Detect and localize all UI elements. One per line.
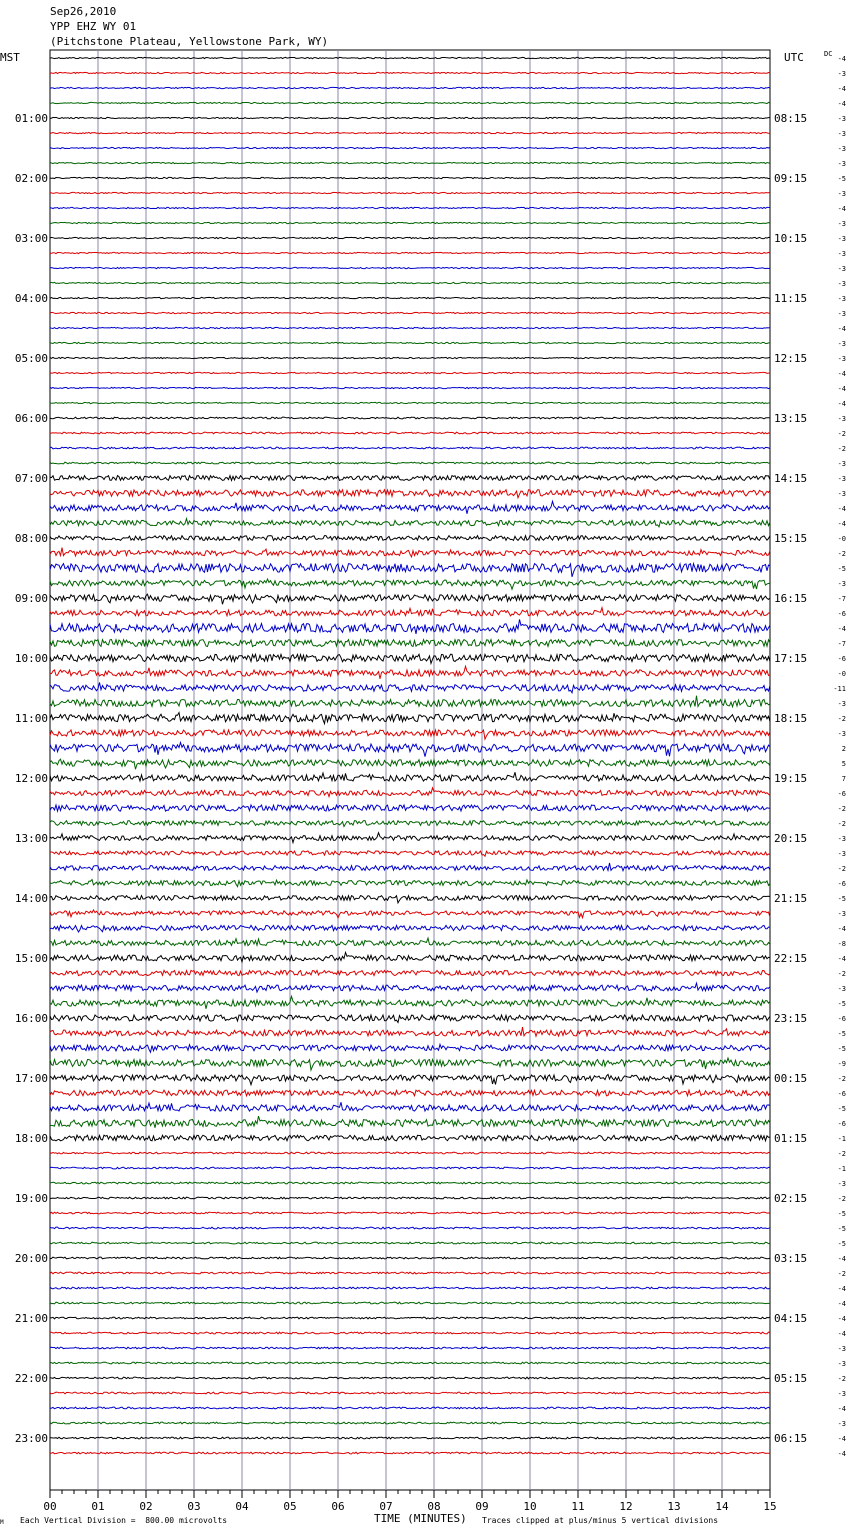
mst-hour-label: 21:00 bbox=[14, 1312, 48, 1325]
seismic-trace bbox=[50, 938, 770, 946]
utc-hour-label: 12:15 bbox=[774, 352, 808, 365]
dc-offset-label: 7 bbox=[841, 775, 846, 783]
utc-hour-label: 05:15 bbox=[774, 1372, 808, 1385]
mst-hour-label: 09:00 bbox=[14, 592, 48, 605]
utc-hour-label: 04:15 bbox=[774, 1312, 808, 1325]
seismic-trace bbox=[50, 594, 770, 604]
utc-hour-label: 02:15 bbox=[774, 1192, 808, 1205]
seismic-trace bbox=[50, 519, 770, 527]
seismic-trace bbox=[50, 1227, 770, 1229]
x-tick-label: 10 bbox=[523, 1500, 537, 1513]
dc-offset-label: -4 bbox=[837, 1285, 846, 1293]
utc-hour-label: 03:15 bbox=[774, 1252, 808, 1265]
clip-note: Traces clipped at plus/minus 5 vertical divisions bbox=[482, 1516, 719, 1525]
x-tick-label: 00 bbox=[43, 1500, 57, 1513]
dc-offset-label: -2 bbox=[837, 1075, 846, 1083]
dc-offset-label: -4 bbox=[837, 1255, 846, 1263]
utc-hour-label: 08:15 bbox=[774, 112, 808, 125]
dc-offset-label: -6 bbox=[837, 790, 846, 798]
mst-hour-label: 05:00 bbox=[14, 352, 48, 365]
dc-offset-label: -6 bbox=[837, 655, 846, 663]
utc-hour-label: 10:15 bbox=[774, 232, 808, 245]
seismic-trace bbox=[50, 805, 770, 811]
seismic-trace bbox=[50, 910, 770, 918]
dc-offset-label: -6 bbox=[837, 610, 846, 618]
dc-offset-label: -3 bbox=[837, 1420, 846, 1428]
dc-offset-label: -3 bbox=[837, 1360, 846, 1368]
mst-hour-label: 02:00 bbox=[14, 172, 48, 185]
x-tick-label: 04 bbox=[235, 1500, 249, 1513]
seismic-trace bbox=[50, 1287, 770, 1289]
seismic-trace bbox=[50, 147, 770, 148]
dc-offset-label: -4 bbox=[837, 400, 846, 408]
dc-offset-label: -4 bbox=[837, 505, 846, 513]
seismic-trace bbox=[50, 1015, 770, 1023]
seismic-trace bbox=[50, 654, 770, 663]
x-tick-label: 15 bbox=[763, 1500, 777, 1513]
seismic-trace bbox=[50, 72, 770, 73]
dc-offset-label: -8 bbox=[837, 940, 846, 948]
utc-hour-label: 06:15 bbox=[774, 1432, 808, 1445]
utc-hour-label: 18:15 bbox=[774, 712, 808, 725]
dc-offset-label: -2 bbox=[837, 430, 846, 438]
seismic-trace bbox=[50, 1242, 770, 1244]
dc-offset-label: -1 bbox=[837, 1135, 846, 1143]
dc-offset-label: 5 bbox=[841, 760, 846, 768]
seismic-trace bbox=[50, 713, 770, 724]
seismic-trace bbox=[50, 730, 770, 739]
mst-hour-label: 16:00 bbox=[14, 1012, 48, 1025]
seismic-trace bbox=[50, 759, 770, 769]
seismic-trace bbox=[50, 1362, 770, 1364]
x-tick-label: 08 bbox=[427, 1500, 441, 1513]
mst-hour-label: 23:00 bbox=[14, 1432, 48, 1445]
seismic-trace bbox=[50, 342, 770, 343]
mst-hour-label: 11:00 bbox=[14, 712, 48, 725]
dc-offset-label: -3 bbox=[837, 310, 846, 318]
dc-offset-label: -4 bbox=[837, 520, 846, 528]
dc-offset-label: -3 bbox=[837, 340, 846, 348]
dc-offset-label: -4 bbox=[837, 1435, 846, 1443]
dc-offset-label: -3 bbox=[837, 190, 846, 198]
seismic-trace bbox=[50, 851, 770, 856]
dc-offset-label: -4 bbox=[837, 1405, 846, 1413]
mst-hour-label: 20:00 bbox=[14, 1252, 48, 1265]
dc-offset-label: -3 bbox=[837, 250, 846, 258]
seismic-trace bbox=[50, 1317, 770, 1319]
seismic-trace bbox=[50, 117, 770, 118]
seismic-trace bbox=[50, 788, 770, 797]
utc-hour-label: 14:15 bbox=[774, 472, 808, 485]
seismic-trace bbox=[50, 1135, 770, 1141]
dc-offset-label: -3 bbox=[837, 355, 846, 363]
seismic-trace bbox=[50, 742, 770, 756]
dc-offset-label: -3 bbox=[837, 460, 846, 468]
x-tick-label: 03 bbox=[187, 1500, 201, 1513]
seismic-trace bbox=[50, 1044, 770, 1052]
seismic-trace bbox=[50, 417, 770, 419]
dc-offset-label: -4 bbox=[837, 385, 846, 393]
seismic-trace bbox=[50, 896, 770, 903]
dc-offset-label: -7 bbox=[837, 640, 846, 648]
dc-offset-label: -5 bbox=[837, 1000, 846, 1008]
dc-offset-label: -4 bbox=[837, 85, 846, 93]
dc-offset-label: -5 bbox=[837, 1030, 846, 1038]
x-tick-label: 12 bbox=[619, 1500, 633, 1513]
seismic-trace bbox=[50, 252, 770, 253]
dc-offset-label: -2 bbox=[837, 1195, 846, 1203]
dc-offset-label: -2 bbox=[837, 445, 846, 453]
station-code: YPP EHZ WY 01 bbox=[50, 20, 137, 33]
seismic-trace bbox=[50, 608, 770, 616]
mst-hour-label: 14:00 bbox=[14, 892, 48, 905]
dc-offset-label: -2 bbox=[837, 1375, 846, 1383]
dc-offset-label: -1 bbox=[837, 1165, 846, 1173]
utc-hour-label: 09:15 bbox=[774, 172, 808, 185]
dc-offset-label: -4 bbox=[837, 1315, 846, 1323]
seismic-trace bbox=[50, 462, 770, 464]
dc-offset-label: -5 bbox=[837, 1210, 846, 1218]
seismic-trace bbox=[50, 863, 770, 871]
dc-offset-label: -2 bbox=[837, 715, 846, 723]
seismic-trace bbox=[50, 1377, 770, 1379]
mst-hour-label: 19:00 bbox=[14, 1192, 48, 1205]
seismic-trace bbox=[50, 1027, 770, 1036]
mst-hour-label: 22:00 bbox=[14, 1372, 48, 1385]
plot-date: Sep26,2010 bbox=[50, 5, 117, 18]
seismic-trace bbox=[50, 1212, 770, 1214]
dc-offset-label: -3 bbox=[837, 145, 846, 153]
utc-hour-label: 22:15 bbox=[774, 952, 808, 965]
seismic-trace bbox=[50, 666, 770, 678]
x-tick-label: 07 bbox=[379, 1500, 393, 1513]
dc-offset-label: -3 bbox=[837, 280, 846, 288]
dc-offset-label: -4 bbox=[837, 1300, 846, 1308]
seismic-trace bbox=[50, 1152, 770, 1154]
dc-label: DC bbox=[824, 50, 833, 58]
seismic-trace bbox=[50, 1182, 770, 1184]
dc-offset-label: -4 bbox=[837, 100, 846, 108]
seismic-trace bbox=[50, 57, 770, 58]
seismic-trace bbox=[50, 372, 770, 373]
mst-hour-label: 18:00 bbox=[14, 1132, 48, 1145]
dc-offset-label: -4 bbox=[837, 925, 846, 933]
seismic-trace bbox=[50, 1257, 770, 1259]
utc-hour-label: 23:15 bbox=[774, 1012, 808, 1025]
utc-hour-label: 15:15 bbox=[774, 532, 808, 545]
seismic-trace bbox=[50, 682, 770, 692]
dc-offset-label: -3 bbox=[837, 130, 846, 138]
seismic-trace bbox=[50, 1272, 770, 1274]
seismic-trace bbox=[50, 490, 770, 498]
dc-offset-label: -3 bbox=[837, 835, 846, 843]
dc-offset-label: -0 bbox=[837, 535, 846, 543]
seismic-trace bbox=[50, 267, 770, 268]
dc-offset-label: -5 bbox=[837, 565, 846, 573]
dc-offset-label: -3 bbox=[837, 1180, 846, 1188]
utc-hour-label: 01:15 bbox=[774, 1132, 808, 1145]
dc-offset-label: -2 bbox=[837, 1270, 846, 1278]
seismic-trace bbox=[50, 879, 770, 886]
mst-hour-label: 10:00 bbox=[14, 652, 48, 665]
seismic-trace bbox=[50, 501, 770, 513]
dc-offset-label: -3 bbox=[837, 1345, 846, 1353]
dc-offset-label: 2 bbox=[841, 745, 846, 753]
dc-offset-label: -2 bbox=[837, 820, 846, 828]
x-tick-label: 09 bbox=[475, 1500, 489, 1513]
dc-offset-label: -4 bbox=[837, 55, 846, 63]
seismic-trace bbox=[50, 1167, 770, 1169]
seismic-trace bbox=[50, 297, 770, 298]
dc-offset-label: -6 bbox=[837, 1090, 846, 1098]
seismic-trace bbox=[50, 327, 770, 328]
station-location: (Pitchstone Plateau, Yellowstone Park, WY) bbox=[50, 35, 329, 48]
seismic-trace bbox=[50, 821, 770, 827]
seismic-trace bbox=[50, 1347, 770, 1349]
dc-offset-label: -3 bbox=[837, 700, 846, 708]
x-tick-label: 01 bbox=[91, 1500, 105, 1513]
mst-hour-label: 06:00 bbox=[14, 412, 48, 425]
dc-offset-label: -2 bbox=[837, 805, 846, 813]
seismic-trace bbox=[50, 833, 770, 843]
seismic-trace bbox=[50, 177, 770, 178]
dc-offset-label: -4 bbox=[837, 625, 846, 633]
plot-frame bbox=[50, 50, 770, 1490]
seismic-trace bbox=[50, 387, 770, 388]
dc-offset-label: -3 bbox=[837, 70, 846, 78]
utc-hour-label: 19:15 bbox=[774, 772, 808, 785]
dc-offset-label: -6 bbox=[837, 880, 846, 888]
seismic-trace bbox=[50, 432, 770, 434]
seismic-trace bbox=[50, 1332, 770, 1334]
seismic-trace bbox=[50, 1197, 770, 1199]
dc-offset-label: -3 bbox=[837, 850, 846, 858]
dc-offset-label: -2 bbox=[837, 865, 846, 873]
seismic-trace bbox=[50, 772, 770, 781]
seismic-trace bbox=[50, 312, 770, 313]
seismic-trace bbox=[50, 1102, 770, 1111]
seismic-trace bbox=[50, 1422, 770, 1424]
dc-offset-label: -3 bbox=[837, 490, 846, 498]
seismic-trace bbox=[50, 1437, 770, 1439]
utc-hour-label: 11:15 bbox=[774, 292, 808, 305]
seismic-trace bbox=[50, 102, 770, 103]
seismic-trace bbox=[50, 1302, 770, 1304]
dc-offset-label: -5 bbox=[837, 1240, 846, 1248]
mst-hour-label: 07:00 bbox=[14, 472, 48, 485]
dc-offset-label: -3 bbox=[837, 415, 846, 423]
utc-hour-label: 16:15 bbox=[774, 592, 808, 605]
dc-offset-label: -3 bbox=[837, 160, 846, 168]
seismic-trace bbox=[50, 1392, 770, 1394]
x-axis-title: TIME (MINUTES) bbox=[374, 1512, 467, 1525]
dc-offset-label: -4 bbox=[837, 325, 846, 333]
dc-offset-label: -3 bbox=[837, 910, 846, 918]
seismic-trace bbox=[50, 357, 770, 358]
x-tick-label: 05 bbox=[283, 1500, 297, 1513]
scale-note: Each Vertical Division = 800.00 microvolts bbox=[20, 1516, 228, 1525]
x-tick-label: 13 bbox=[667, 1500, 681, 1513]
dc-offset-label: -2 bbox=[837, 1150, 846, 1158]
seismic-trace bbox=[50, 447, 770, 449]
seismic-trace bbox=[50, 402, 770, 403]
seismic-trace bbox=[50, 548, 770, 557]
dc-offset-label: -3 bbox=[837, 265, 846, 273]
dc-offset-label: -3 bbox=[837, 295, 846, 303]
dc-offset-label: -3 bbox=[837, 220, 846, 228]
seismic-trace bbox=[50, 87, 770, 88]
seismic-trace bbox=[50, 1074, 770, 1084]
right-timezone-label: UTC bbox=[784, 51, 804, 64]
seismic-trace bbox=[50, 996, 770, 1008]
utc-hour-label: 17:15 bbox=[774, 652, 808, 665]
seismic-trace bbox=[50, 640, 770, 647]
seismic-trace bbox=[50, 983, 770, 992]
seismic-trace bbox=[50, 970, 770, 975]
dc-offset-label: -5 bbox=[837, 175, 846, 183]
dc-offset-label: -7 bbox=[837, 595, 846, 603]
dc-offset-label: -4 bbox=[837, 205, 846, 213]
dc-offset-label: -3 bbox=[837, 580, 846, 588]
seismic-trace bbox=[50, 162, 770, 163]
seismic-trace bbox=[50, 132, 770, 133]
seismic-trace bbox=[50, 1090, 770, 1096]
dc-offset-label: -3 bbox=[837, 1390, 846, 1398]
utc-hour-label: 13:15 bbox=[774, 412, 808, 425]
seismic-trace bbox=[50, 192, 770, 193]
dc-offset-label: -4 bbox=[837, 955, 846, 963]
seismic-trace bbox=[50, 237, 770, 238]
seismic-trace bbox=[50, 1116, 770, 1128]
seismic-trace bbox=[50, 1407, 770, 1409]
mst-hour-label: 01:00 bbox=[14, 112, 48, 125]
seismic-trace bbox=[50, 1058, 770, 1070]
dc-offset-label: -4 bbox=[837, 1330, 846, 1338]
mst-hour-label: 12:00 bbox=[14, 772, 48, 785]
x-tick-label: 14 bbox=[715, 1500, 729, 1513]
seismic-trace bbox=[50, 282, 770, 283]
utc-hour-label: 21:15 bbox=[774, 892, 808, 905]
seismic-trace bbox=[50, 696, 770, 707]
utc-hour-label: 00:15 bbox=[774, 1072, 808, 1085]
mst-hour-label: 15:00 bbox=[14, 952, 48, 965]
x-tick-label: 06 bbox=[331, 1500, 345, 1513]
dc-offset-label: -0 bbox=[837, 670, 846, 678]
dc-offset-label: -9 bbox=[837, 1060, 846, 1068]
dc-offset-label: -3 bbox=[837, 475, 846, 483]
x-tick-label: 11 bbox=[571, 1500, 585, 1513]
dc-offset-label: -6 bbox=[837, 1015, 846, 1023]
corner-mark: M bbox=[0, 1519, 4, 1526]
mst-hour-label: 04:00 bbox=[14, 292, 48, 305]
dc-offset-label: -3 bbox=[837, 115, 846, 123]
dc-offset-label: -5 bbox=[837, 1045, 846, 1053]
seismic-trace bbox=[50, 952, 770, 961]
seismic-trace bbox=[50, 564, 770, 577]
seismic-trace bbox=[50, 579, 770, 589]
dc-offset-label: -3 bbox=[837, 730, 846, 738]
seismic-trace bbox=[50, 222, 770, 223]
dc-offset-label: -4 bbox=[837, 370, 846, 378]
dc-offset-label: -3 bbox=[837, 235, 846, 243]
mst-hour-label: 03:00 bbox=[14, 232, 48, 245]
dc-offset-label: -5 bbox=[837, 895, 846, 903]
utc-hour-label: 20:15 bbox=[774, 832, 808, 845]
seismic-trace bbox=[50, 536, 770, 541]
dc-offset-label: -5 bbox=[837, 1225, 846, 1233]
dc-offset-label: -4 bbox=[837, 1450, 846, 1458]
dc-offset-label: -2 bbox=[837, 970, 846, 978]
seismic-trace bbox=[50, 476, 770, 481]
mst-hour-label: 08:00 bbox=[14, 532, 48, 545]
dc-offset-label: -5 bbox=[837, 1105, 846, 1113]
left-timezone-label: MST bbox=[0, 51, 20, 64]
seismic-trace bbox=[50, 619, 770, 634]
seismic-trace bbox=[50, 207, 770, 208]
dc-offset-label: -2 bbox=[837, 550, 846, 558]
mst-hour-label: 17:00 bbox=[14, 1072, 48, 1085]
dc-offset-label: -11 bbox=[833, 685, 846, 693]
dc-offset-label: -3 bbox=[837, 985, 846, 993]
seismic-trace bbox=[50, 1452, 770, 1454]
dc-offset-label: -6 bbox=[837, 1120, 846, 1128]
mst-hour-label: 13:00 bbox=[14, 832, 48, 845]
seismic-trace bbox=[50, 925, 770, 932]
x-tick-label: 02 bbox=[139, 1500, 153, 1513]
